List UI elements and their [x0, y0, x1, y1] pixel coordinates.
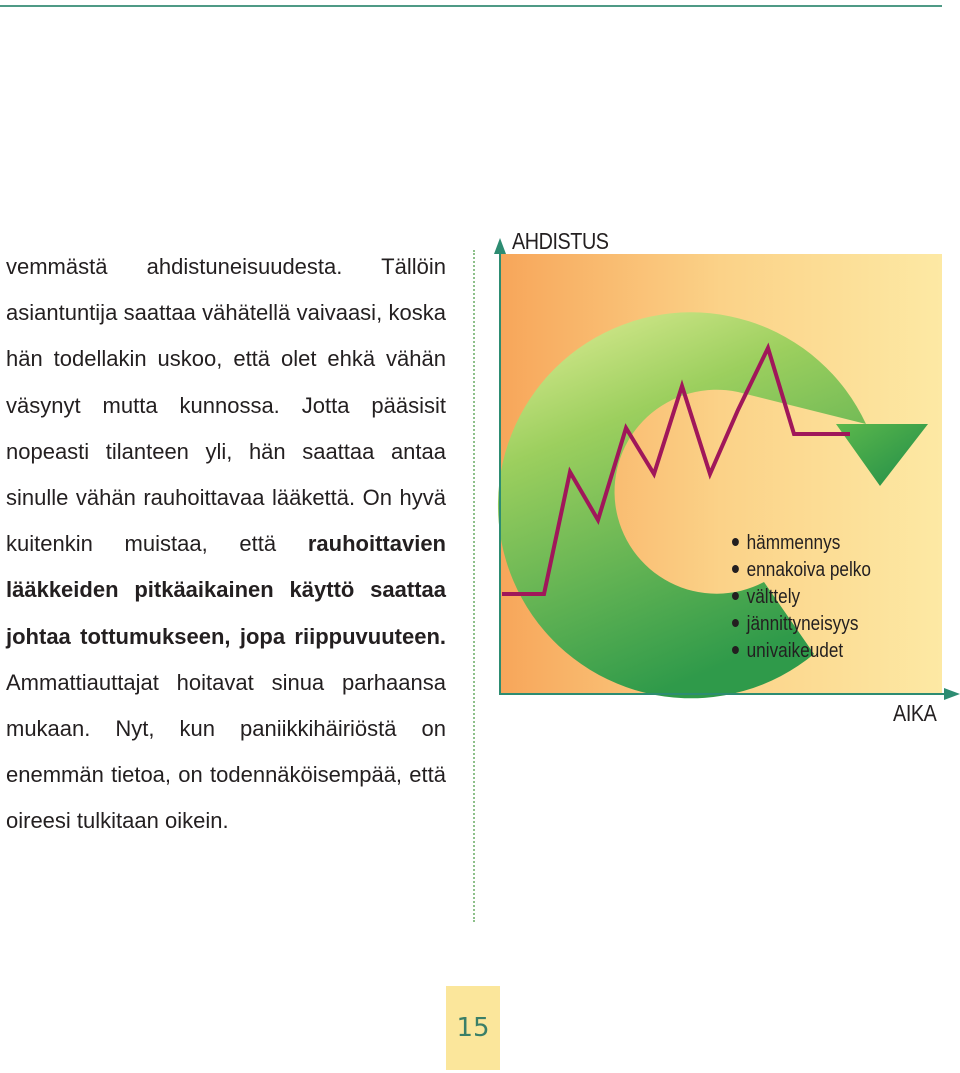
y-axis-arrow-icon	[494, 238, 506, 254]
body-segment-plain-2: Ammattiauttajat hoitavat sinua parhaansa mukaan. Nyt, kun paniikkihäiriöstä on enemmän tietoa, on todennäköisempää, että oireesi tulkitaan oikein.	[6, 669, 446, 834]
page-number: 15	[446, 986, 500, 1070]
symptom-list	[732, 530, 894, 665]
body-segment-bold: rauhoittavien lääkkeiden pitkäaikainen käyttö saattaa johtaa tottumukseen, jopa riippuvuuteen.	[6, 531, 446, 649]
list-item: hämmennys	[732, 530, 871, 557]
y-axis-label: AHDISTUS	[512, 228, 609, 254]
x-axis-arrow-icon	[944, 688, 960, 700]
list-item: ennakoiva pelko	[732, 557, 871, 584]
body-segment-plain-1: vemmästä ahdistuneisuudesta. Tällöin asiantuntija saattaa vähätellä vaivaasi, koska hän todellakin uskoo, että olet ehkä vähän väsynyt mutta kunnossa. Jotta pääsisit nopeasti tilanteen yli, hän saattaa antaa sinulle vähän rauhoittavaa lääkettä. On hyvä kuitenkin muistaa, että	[6, 254, 446, 557]
column-divider	[473, 250, 475, 922]
list-item: jännittyneisyys	[732, 611, 871, 638]
list-item: välttely	[732, 584, 871, 611]
anxiety-cycle-figure	[488, 224, 960, 730]
body-paragraph	[6, 244, 446, 845]
x-axis-label: AIKA	[892, 700, 936, 726]
list-item: univaikeudet	[732, 638, 871, 665]
top-rule	[0, 5, 942, 7]
